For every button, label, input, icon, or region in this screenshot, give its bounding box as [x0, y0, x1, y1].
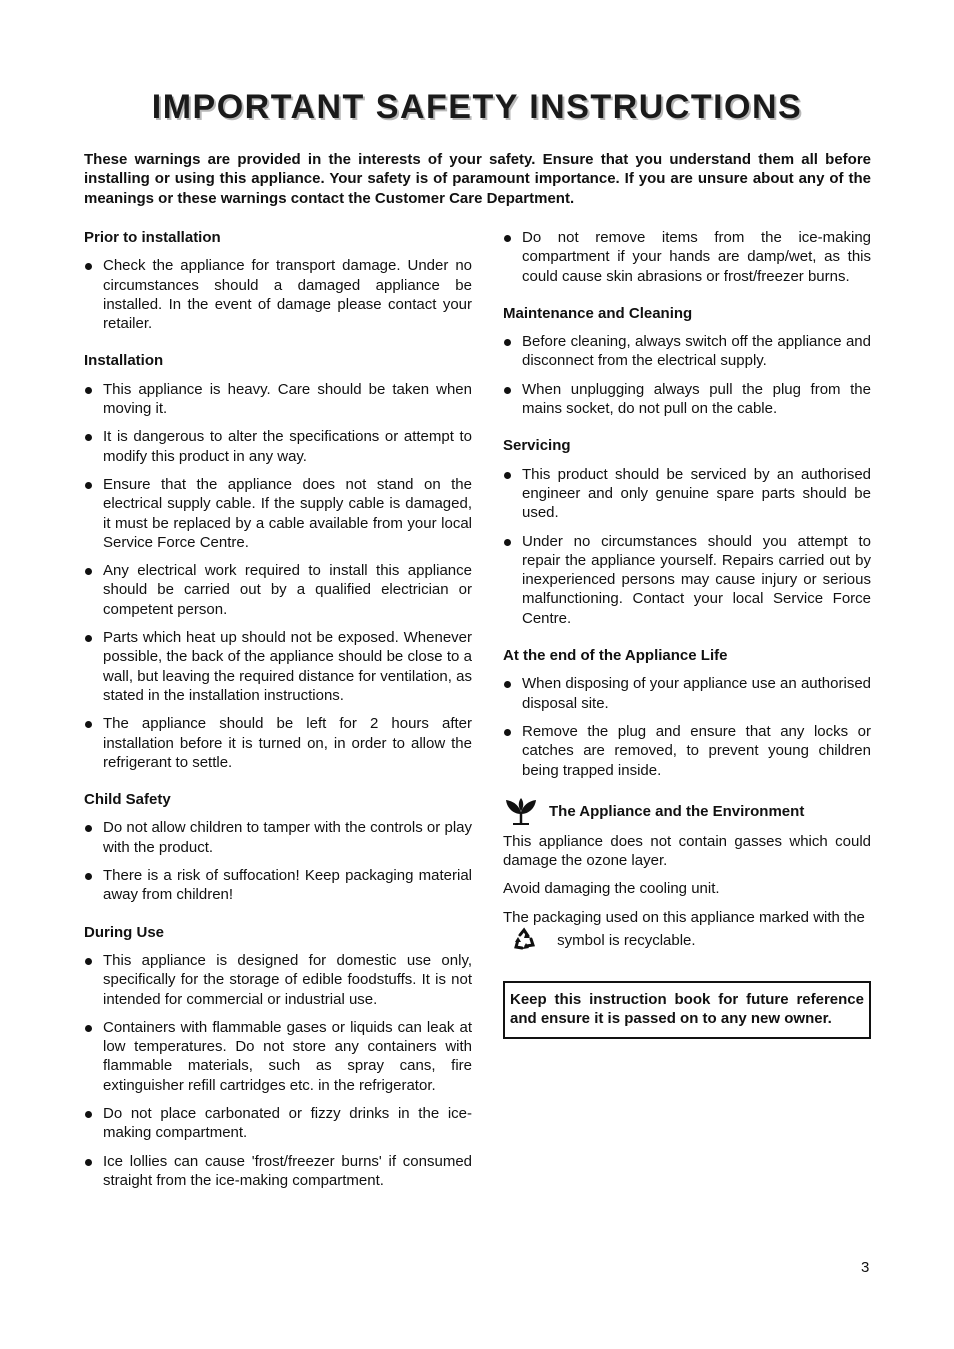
bullet-icon	[85, 873, 92, 880]
bullet-icon	[85, 482, 92, 489]
right-column	[503, 228, 871, 1039]
environment-leaf-icon	[503, 798, 539, 826]
bullet-icon	[85, 387, 92, 394]
list-item	[503, 332, 871, 371]
list-item-text: When disposing of your appliance use an authorised disposal site.	[522, 675, 871, 712]
section-installation-heading: Installation	[84, 352, 164, 370]
section-servicing-heading: Servicing	[503, 437, 571, 455]
list-item	[84, 866, 472, 905]
list-item	[84, 628, 472, 705]
list-item-text: Do not place carbonated or fizzy drinks in the ice-making compartment.	[103, 1104, 472, 1142]
section-use-list	[84, 951, 472, 1190]
list-item	[84, 561, 472, 619]
list-item	[84, 951, 472, 1009]
section-prior-list	[84, 256, 472, 333]
bullet-icon	[504, 729, 511, 736]
section-child-heading: Child Safety	[84, 791, 171, 809]
bullet-icon	[504, 681, 511, 688]
bullet-icon	[85, 434, 92, 441]
recycle-text-before: The packaging used on this appliance marked with the	[503, 908, 865, 926]
list-item	[503, 380, 871, 419]
bullet-icon	[504, 539, 511, 546]
list-item-text: This appliance is designed for domestic use only, specifically for the storage of edible foodstuffs. It is not intended for commercial or industrial use.	[103, 951, 472, 1008]
list-item-text: Check the appliance for transport damage. Under no circumstances should a damaged appliance be installed. In the event of damage please contact your retailer.	[103, 257, 472, 333]
list-item-text: Ensure that the appliance does not stand on the electrical supply cable. If the supply cable is damaged, it must be replaced by a cable available from your local Service Force Centre.	[103, 475, 472, 551]
list-item-text: There is a risk of suffocation! Keep packaging material away from children!	[103, 867, 472, 904]
list-item-text: Containers with flammable gases or liquids can leak at low temperatures. Do not store any containers with flammable materials, such as spray cans, fire extinguisher refill cartridges etc. in the refrigerator.	[103, 1018, 472, 1094]
list-item-text: Ice lollies can cause 'frost/freezer burns' if consumed straight from the ice-making compartment.	[103, 1152, 472, 1189]
bullet-icon	[85, 635, 92, 642]
section-prior-heading: Prior to installation	[84, 229, 221, 246]
list-item-text: Do not allow children to tamper with the controls or play with the product.	[103, 819, 472, 856]
section-end-of-life-list	[503, 674, 871, 779]
page-title: IMPORTANT SAFETY INSTRUCTIONS	[151, 88, 803, 126]
section-maintenance-list	[503, 332, 871, 418]
bullet-icon	[504, 339, 511, 346]
section-installation-list	[84, 380, 472, 772]
list-item	[84, 714, 472, 772]
left-column	[84, 228, 472, 1208]
bullet-icon	[85, 825, 92, 832]
list-item	[84, 818, 472, 857]
environment-paragraph-cooling: Avoid damaging the cooling unit.	[503, 880, 720, 898]
section-servicing-list	[503, 465, 871, 628]
section-end-of-life-heading: At the end of the Appliance Life	[503, 647, 728, 665]
list-item-text: Remove the plug and ensure that any locks or catches are removed, to prevent young children being trapped inside.	[522, 722, 871, 779]
list-item-text: This product should be serviced by an authorised engineer and only genuine spare parts should be used.	[522, 465, 871, 522]
bullet-icon	[85, 721, 92, 728]
list-item-text: Any electrical work required to install this appliance should be carried out by a qualified electrician or competent person.	[103, 562, 472, 618]
environment-paragraph-ozone: This appliance does not contain gasses which could damage the ozone layer.	[503, 832, 871, 870]
list-item	[84, 1104, 472, 1143]
section-use-continued-list	[503, 228, 871, 286]
list-item-text: Before cleaning, always switch off the appliance and disconnect from the electrical supply.	[522, 333, 871, 370]
recycle-text-after: symbol is recyclable.	[557, 932, 696, 950]
list-item	[503, 228, 871, 286]
bullet-icon	[85, 568, 92, 575]
list-item	[84, 1018, 472, 1095]
section-environment-header	[503, 798, 871, 826]
list-item	[84, 256, 472, 333]
list-item	[84, 1152, 472, 1191]
list-item	[84, 427, 472, 466]
list-item	[503, 465, 871, 523]
recycle-icon	[511, 927, 537, 953]
list-item	[84, 475, 472, 552]
section-child-list	[84, 818, 472, 904]
bullet-icon	[85, 1159, 92, 1166]
section-use-heading: During Use	[84, 923, 165, 941]
environment-paragraph-recycle	[503, 908, 871, 953]
list-item-text: Under no circumstances should you attempt to repair the appliance yourself. Repairs carried out by inexperienced persons may cause injury or serious malfunctioning. Contact your local Service Force Centre.	[522, 532, 871, 627]
bullet-icon	[85, 958, 92, 965]
bullet-icon	[85, 1111, 92, 1118]
bullet-icon	[85, 263, 92, 270]
list-item-text: When unplugging always pull the plug from the mains socket, do not pull on the cable.	[522, 380, 871, 418]
list-item-text: Do not remove items from the ice-making compartment if your hands are damp/wet, as this could cause skin abrasions or frost/freezer burns.	[522, 229, 871, 285]
bullet-icon	[504, 472, 511, 479]
bullet-icon	[504, 235, 511, 242]
list-item-text: The appliance should be left for 2 hours after installation before it is turned on, in order to allow the refrigerant to settle.	[103, 715, 472, 771]
list-item-text: Parts which heat up should not be exposed. Whenever possible, the back of the appliance should be close to a wall, but leaving the required distance for ventilation, as stated in the installation instructions.	[103, 629, 472, 704]
section-maintenance-heading: Maintenance and Cleaning	[503, 304, 693, 322]
list-item	[503, 532, 871, 628]
list-item	[503, 722, 871, 780]
intro-warning: These warnings are provided in the interests of your safety. Ensure that you understand them all before installing or using this appliance. Your safety is of paramount importance. If you are unsure about any of the meanings or these warnings contact the Customer Care Department.	[84, 151, 871, 207]
bullet-icon	[85, 1025, 92, 1032]
page-number: 3	[861, 1259, 870, 1276]
bullet-icon	[504, 387, 511, 394]
list-item	[503, 674, 871, 713]
list-item-text: It is dangerous to alter the specifications or attempt to modify this product in any way.	[103, 428, 472, 465]
keep-instruction-note: Keep this instruction book for future reference and ensure it is passed on to any new owner.	[503, 981, 871, 1039]
list-item	[84, 380, 472, 419]
list-item-text: This appliance is heavy. Care should be taken when moving it.	[103, 380, 472, 418]
section-environment-heading: The Appliance and the Environment	[549, 803, 805, 821]
